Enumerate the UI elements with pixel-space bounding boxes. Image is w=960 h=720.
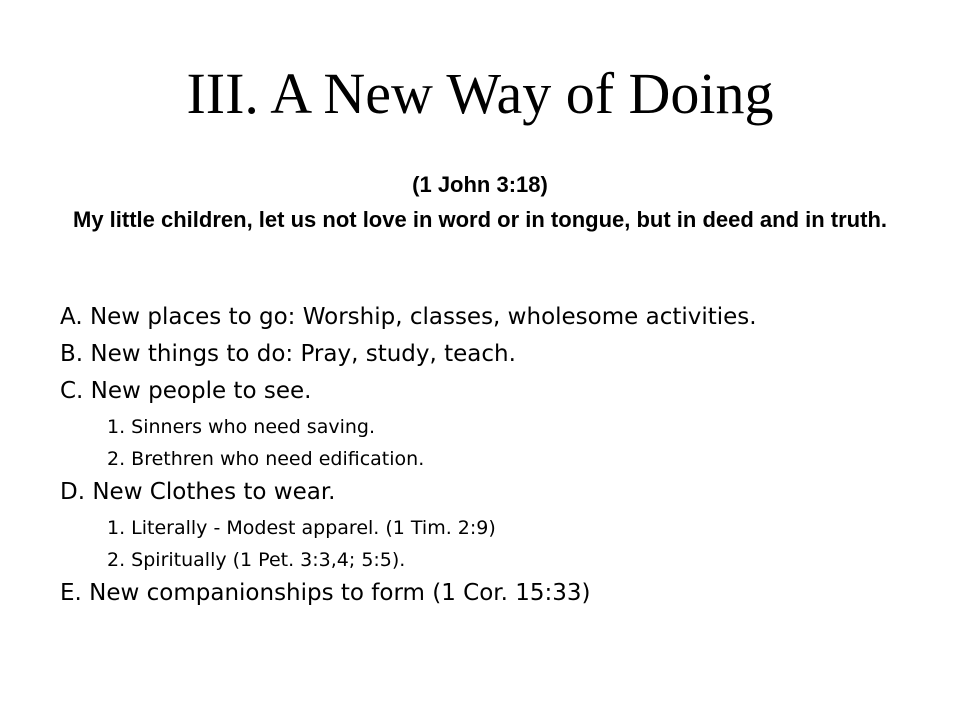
verse-reference: (1 John 3:18) [412, 172, 548, 197]
point-d: D. New Clothes to wear. [60, 479, 336, 505]
slide-title: III. A New Way of Doing [186, 61, 774, 126]
point-a: A. New places to go: Worship, classes, wholesome activities. [60, 304, 757, 330]
verse-block [30, 172, 930, 233]
point-c-1: 1. Sinners who need saving. [107, 416, 376, 438]
point-c: C. New people to see. [60, 378, 312, 404]
point-d-1: 1. Literally - Modest apparel. (1 Tim. 2:9) [107, 517, 496, 539]
point-b: B. New things to do: Pray, study, teach. [60, 341, 516, 367]
point-c-2: 2. Brethren who need edification. [107, 448, 425, 470]
verse-text: My little children, let us not love in word or in tongue, but in deed and in truth. [73, 207, 887, 232]
points-list [60, 305, 930, 618]
point-d-2: 2. Spiritually (1 Pet. 3:3,4; 5:5). [107, 549, 406, 571]
point-e: E. New companionships to form (1 Cor. 15:33) [60, 580, 591, 606]
